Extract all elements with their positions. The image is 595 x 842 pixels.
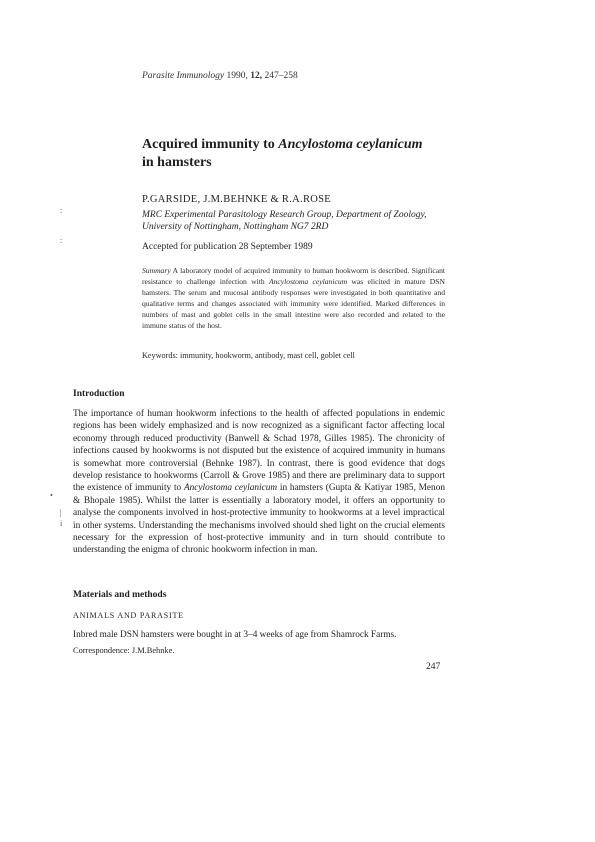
title-line2: in hamsters <box>142 155 212 170</box>
abstract <box>142 265 445 331</box>
abstract-text-1: A laboratory model of acquired immunity to human hookworm is described. Significant resistance to challenge infection with <box>142 266 445 286</box>
journal-volume: 12, <box>250 71 263 81</box>
methods-subheading: ANIMALS AND PARASITE <box>73 611 184 620</box>
margin-mark: i <box>60 519 63 528</box>
journal-pages: 247–258 <box>264 71 298 81</box>
margin-mark: : <box>60 236 63 245</box>
keywords: Keywords: immunity, hookworm, antibody, mast cell, goblet cell <box>142 351 355 360</box>
intro-text-1: The importance of human hookworm infections to the health of affected populations in endemic regions has been widely emphasized and is now recognized as a significant factor affecting local economy through reduced productivity (Banwell & Schad 1978, Gilles 1985). The chronicity of infections caused by hookworms is not disputed but the existence of acquired immunity in humans is somewhat more controversial (Behnke 1987). In contrast, there is good evidence that dogs develop resistance to hookworms (Carroll & Grove 1985) and there are preliminary data to support the existence of immunity to <box>73 409 445 494</box>
author-list: P.GARSIDE, J.M.BEHNKE & R.A.ROSE <box>142 194 331 205</box>
journal-citation <box>142 71 298 81</box>
abstract-text-2: was elicited in mature DSN hamsters. The serum and mucosal antibody responses were investigated in both quantitative and qualitative terms and changes associated with immunity were identified. Marked differences in numbers of mast and goblet cells in the small intestine were also recorded and related to the immune status of the host. <box>142 277 445 330</box>
margin-mark: • <box>50 491 53 500</box>
page-number: 247 <box>426 662 441 672</box>
accepted-date: Accepted for publication 28 September 1989 <box>142 242 313 252</box>
correspondence-note: Correspondence: J.M.Behnke. <box>73 646 175 655</box>
methods-body: Inbred male DSN hamsters were bought in at 3–4 weeks of age from Shamrock Farms. <box>73 630 397 640</box>
intro-species: Ancylostoma ceylanicum <box>183 483 278 494</box>
journal-name: Parasite Immunology <box>142 71 225 81</box>
introduction-heading: Introduction <box>73 389 125 399</box>
title-text: Acquired immunity to <box>142 137 279 152</box>
abstract-species: Ancylostoma ceylanicum <box>268 277 348 286</box>
introduction-body <box>73 408 445 557</box>
journal-year: 1990, <box>226 71 248 81</box>
margin-mark: | <box>60 508 62 517</box>
methods-heading: Materials and methods <box>73 590 167 600</box>
affiliation: MRC Experimental Parasitology Research Group, Department of Zoology, University of Nottingham, Nottingham NG7 2RD <box>142 210 427 232</box>
intro-text-2: in hamsters (Gupta & Katiyar 1985, Menon & Bhopale 1985). Whilst the latter is essentially a laboratory model, it offers an opportunity to analyse the components involved in host-protective immunity to hookworms at a level impractical in other systems. Understanding the mechanisms involved should shed light on the crucial elements necessary for the expression of host-protective immunity and in turn should contribute to understanding the enigma of chronic hookworm infection in man. <box>73 483 446 556</box>
title-species: Ancylostoma ceylanicum <box>278 137 423 152</box>
margin-mark: : <box>60 206 63 215</box>
abstract-label: Summary <box>142 266 171 275</box>
article-title <box>142 136 502 172</box>
